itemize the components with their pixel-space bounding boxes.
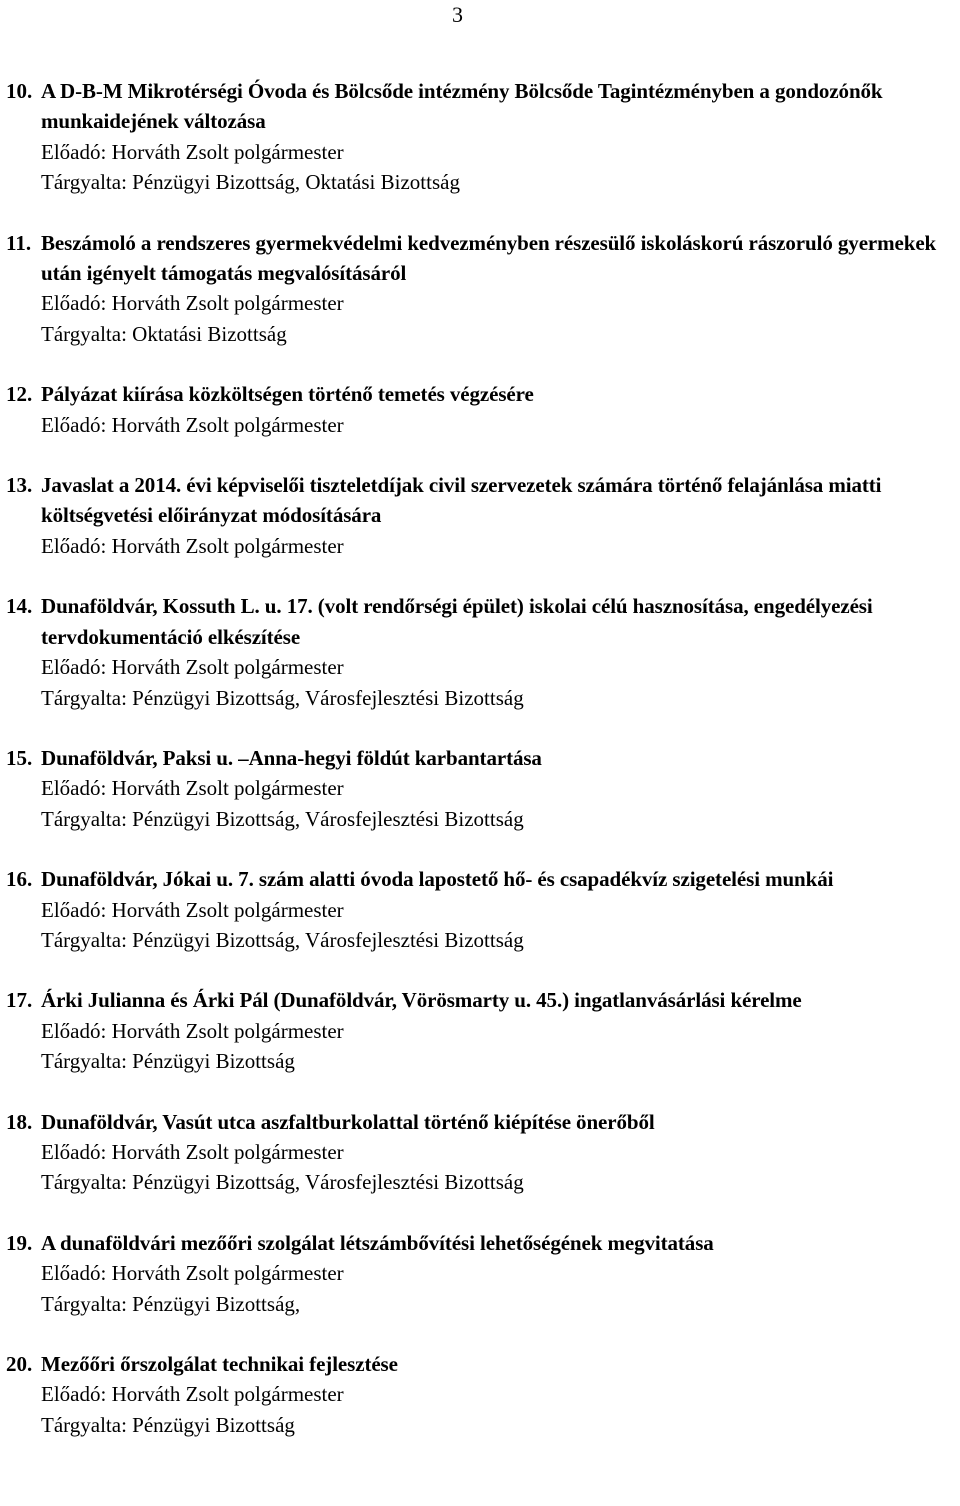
item-number: 13. <box>6 473 33 498</box>
item-number: 15. <box>6 745 33 770</box>
item-title: A D-B-M Mikrotérségi Óvoda és Bölcsőde intézmény Bölcsőde Tagintézményben a gondozónők munkaidejének változása <box>41 79 883 134</box>
agenda-item-12 <box>0 379 960 440</box>
page-number: 3 <box>452 2 463 27</box>
item-presenter: Előadó: Horváth Zsolt polgármester <box>41 139 344 164</box>
item-presenter: Előadó: Horváth Zsolt polgármester <box>41 655 344 680</box>
item-committee: Tárgyalta: Oktatási Bizottság <box>41 321 287 346</box>
agenda-item-20 <box>0 1349 960 1440</box>
agenda-item-13 <box>0 470 960 561</box>
item-number: 19. <box>6 1230 33 1255</box>
item-committee: Tárgyalta: Pénzügyi Bizottság, <box>41 1291 301 1316</box>
item-presenter: Előadó: Horváth Zsolt polgármester <box>41 1261 344 1286</box>
item-title: A dunaföldvári mezőőri szolgálat létszámbővítési lehetőségének megvitatása <box>41 1230 714 1255</box>
item-title: Dunaföldvár, Kossuth L. u. 17. (volt rendőrségi épület) iskolai célú hasznosítása, engedélyezési tervdokumentáció elkészítése <box>41 594 873 649</box>
item-presenter: Előadó: Horváth Zsolt polgármester <box>41 1018 344 1043</box>
item-title: Dunaföldvár, Paksi u. –Anna-hegyi földút karbantartása <box>41 745 542 770</box>
item-committee: Tárgyalta: Pénzügyi Bizottság, Városfejlesztési Bizottság <box>41 1170 524 1195</box>
item-title: Beszámoló a rendszeres gyermekvédelmi kedvezményben részesülő iskoláskorú rászoruló gyermekek után igényelt támogatás megvalósításáról <box>41 230 937 286</box>
item-committee: Tárgyalta: Pénzügyi Bizottság, Városfejlesztési Bizottság <box>41 685 524 710</box>
item-title: Mezőőri őrszolgálat technikai fejlesztése <box>41 1352 398 1376</box>
item-number: 11. <box>6 230 32 255</box>
agenda-item-15 <box>0 743 960 834</box>
item-presenter: Előadó: Horváth Zsolt polgármester <box>41 1139 344 1164</box>
item-number: 18. <box>6 1109 33 1134</box>
item-title: Dunaföldvár, Vasút utca aszfaltburkolattal történő kiépítése önerőből <box>41 1109 655 1134</box>
agenda-item-17 <box>0 985 960 1076</box>
agenda-item-14 <box>0 591 960 713</box>
item-presenter: Előadó: Horváth Zsolt polgármester <box>41 1382 344 1407</box>
item-presenter: Előadó: Horváth Zsolt polgármester <box>41 291 344 316</box>
item-presenter: Előadó: Horváth Zsolt polgármester <box>41 412 344 437</box>
item-title: Javaslat a 2014. évi képviselői tiszteletdíjak civil szervezetek számára történő felajánlása miatti költségvetési előirányzat módosítására <box>41 473 882 528</box>
agenda-item-19 <box>0 1228 960 1319</box>
item-title: Dunaföldvár, Jókai u. 7. szám alatti óvoda lapostető hő- és csapadékvíz szigetelési munkái <box>41 867 834 892</box>
item-title: Árki Julianna és Árki Pál (Dunaföldvár, Vörösmarty u. 45.) ingatlanvásárlási kérelme <box>41 988 802 1013</box>
item-number: 14. <box>6 594 33 619</box>
item-committee: Tárgyalta: Pénzügyi Bizottság, Városfejlesztési Bizottság <box>41 927 524 952</box>
agenda-item-16 <box>0 864 960 955</box>
agenda-item-10 <box>0 76 960 198</box>
item-committee: Tárgyalta: Pénzügyi Bizottság <box>41 1049 295 1074</box>
item-number: 10. <box>6 79 33 103</box>
item-committee: Tárgyalta: Pénzügyi Bizottság, Városfejlesztési Bizottság <box>41 806 524 831</box>
item-committee: Tárgyalta: Pénzügyi Bizottság <box>41 1412 295 1437</box>
item-number: 17. <box>6 988 33 1013</box>
agenda-item-18 <box>0 1107 960 1198</box>
agenda-list <box>0 76 960 1470</box>
agenda-item-11 <box>0 228 960 350</box>
item-presenter: Előadó: Horváth Zsolt polgármester <box>41 897 344 922</box>
item-number: 12. <box>6 382 33 407</box>
item-title: Pályázat kiírása közköltségen történő temetés végzésére <box>41 382 534 407</box>
item-presenter: Előadó: Horváth Zsolt polgármester <box>41 533 344 558</box>
item-number: 16. <box>6 867 33 892</box>
item-presenter: Előadó: Horváth Zsolt polgármester <box>41 776 344 801</box>
item-committee: Tárgyalta: Pénzügyi Bizottság, Oktatási Bizottság <box>41 170 460 195</box>
item-number: 20. <box>6 1352 33 1376</box>
